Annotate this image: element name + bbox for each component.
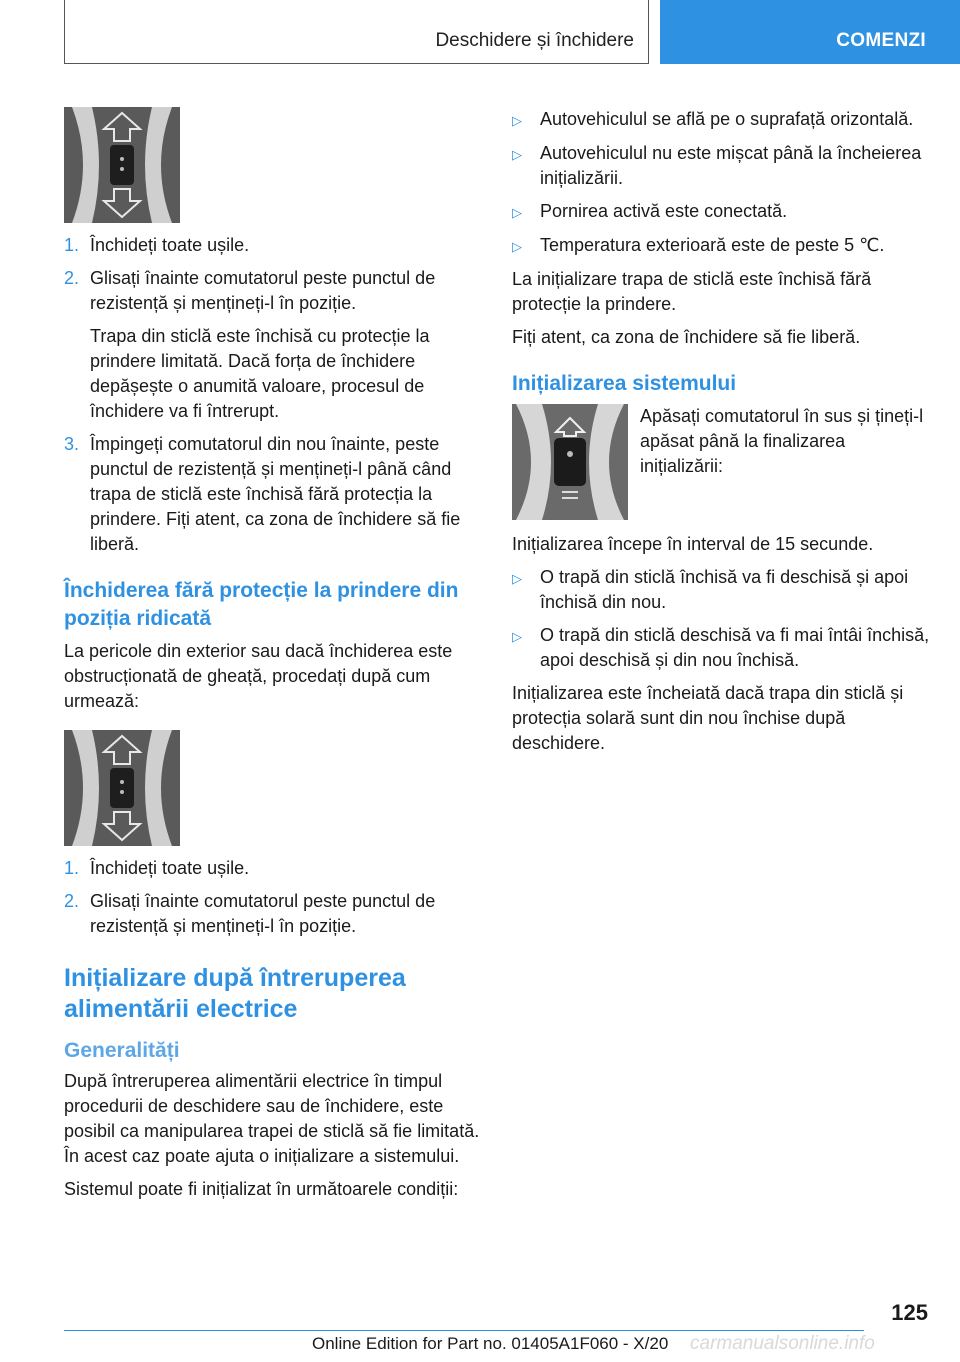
start-note: Inițializarea începe în interval de 15 secunde. xyxy=(512,534,874,554)
condition-item xyxy=(512,199,930,225)
triangle-right-outline-icon: ▷ xyxy=(512,239,522,254)
footer-brand-watermark[interactable]: carmanualsonline.info xyxy=(690,1333,875,1354)
step-text: Închideți toate ușile. xyxy=(90,858,250,878)
triangle-right-outline-icon: ▷ xyxy=(512,113,522,128)
step-number: 3. xyxy=(64,434,80,454)
condition-text: Autovehiculul se află pe o suprafață orizontală. xyxy=(540,109,914,129)
condition-item xyxy=(512,233,930,259)
triangle-right-outline-icon: ▷ xyxy=(512,205,522,220)
heading-initialization-after-power-loss: Inițializare după întreruperea alimentării electrice xyxy=(64,964,406,1023)
heading-system-initialization: Inițializarea sistemului xyxy=(512,372,737,395)
sequence-item xyxy=(512,623,930,673)
roof-switch-slide-figure xyxy=(64,107,180,223)
heading-general: Generalități xyxy=(64,1039,180,1062)
chapter-title: COMENZI xyxy=(836,30,926,51)
step-text: Împingeți comutatorul din nou înainte, peste punctul de rezistență și mențineți-l până când trapa de sticlă este închisă fără protecția la prindere. Fiți atent, ca zona de închidere să fie liberă. xyxy=(90,434,461,554)
roof-switch-slide-figure xyxy=(64,730,180,846)
sequence-item xyxy=(512,565,930,615)
step-item xyxy=(64,889,482,939)
step-item xyxy=(64,233,482,258)
heading-closing-without-protection: Închiderea fără protecție la prindere din poziția ridicată xyxy=(64,579,459,630)
triangle-right-outline-icon: ▷ xyxy=(512,571,522,586)
attention-note: Fiți atent, ca zona de închidere să fie liberă. xyxy=(512,327,861,347)
step-item xyxy=(64,266,482,316)
init-note: La inițializare trapa de sticlă este închisă fără protecție la prindere. xyxy=(512,269,872,314)
header-section-box xyxy=(64,0,649,64)
completion-note: Inițializarea este încheiată dacă trapa din sticlă și protecția solară sunt din nou închise după deschidere. xyxy=(512,683,904,753)
closing-intro: La pericole din exterior sau dacă închiderea este obstrucționată de gheață, procedați după cum urmează: xyxy=(64,641,453,711)
right-column xyxy=(512,107,930,764)
roof-switch-press-figure xyxy=(512,404,628,520)
condition-text: Autovehiculul nu este mișcat până la încheierea inițializării. xyxy=(540,143,922,188)
step-note: Trapa din sticlă este închisă cu protecție la prindere limitată. Dacă forța de închidere depășește o anumită valoare, procesul de închidere va fi întrerupt. xyxy=(90,326,430,421)
sequence-text: O trapă din sticlă deschisă va fi mai întâi închisă, apoi deschisă și din nou închisă. xyxy=(540,625,930,670)
step-number: 1. xyxy=(64,858,80,878)
step-number: 2. xyxy=(64,268,80,288)
general-paragraph: După întreruperea alimentării electrice în timpul procedurii de deschidere sau de închidere, este posibil ca manipularea trapei de sticlă să fie limitată. În acest caz poate ajuta o inițializare a sistemului. xyxy=(64,1071,480,1166)
header-chapter-tab[interactable] xyxy=(660,0,960,64)
condition-item xyxy=(512,141,930,191)
condition-item xyxy=(512,107,930,133)
step-number: 1. xyxy=(64,235,80,255)
condition-text: Pornirea activă este conectată. xyxy=(540,201,788,221)
footer-divider xyxy=(64,1330,864,1331)
footer-edition: Online Edition for Part no. 01405A1F060 - X/20 xyxy=(312,1334,669,1353)
general-conditions-intro: Sistemul poate fi inițializat în următoarele condiții: xyxy=(64,1179,459,1199)
step-number: 2. xyxy=(64,891,80,911)
triangle-right-outline-icon: ▷ xyxy=(512,629,522,644)
step-text: Glisați înainte comutatorul peste punctul de rezistență și mențineți-l în poziție. xyxy=(90,268,436,313)
sequence-text: O trapă din sticlă închisă va fi deschisă și apoi închisă din nou. xyxy=(540,567,909,612)
press-instruction: Apăsați comutatorul în sus și țineți-l apăsat până la finalizarea inițializării: xyxy=(640,406,924,476)
step-text: Închideți toate ușile. xyxy=(90,235,250,255)
step-item xyxy=(64,856,482,881)
step-item xyxy=(64,432,482,557)
condition-text: Temperatura exterioară este de peste 5 ℃. xyxy=(540,235,885,255)
page-number: 125 xyxy=(891,1300,928,1325)
section-title: Deschidere și închidere xyxy=(435,30,634,51)
triangle-right-outline-icon: ▷ xyxy=(512,147,522,162)
step-text: Glisați înainte comutatorul peste punctul de rezistență și mențineți-l în poziție. xyxy=(90,891,436,936)
left-column xyxy=(64,107,482,1210)
